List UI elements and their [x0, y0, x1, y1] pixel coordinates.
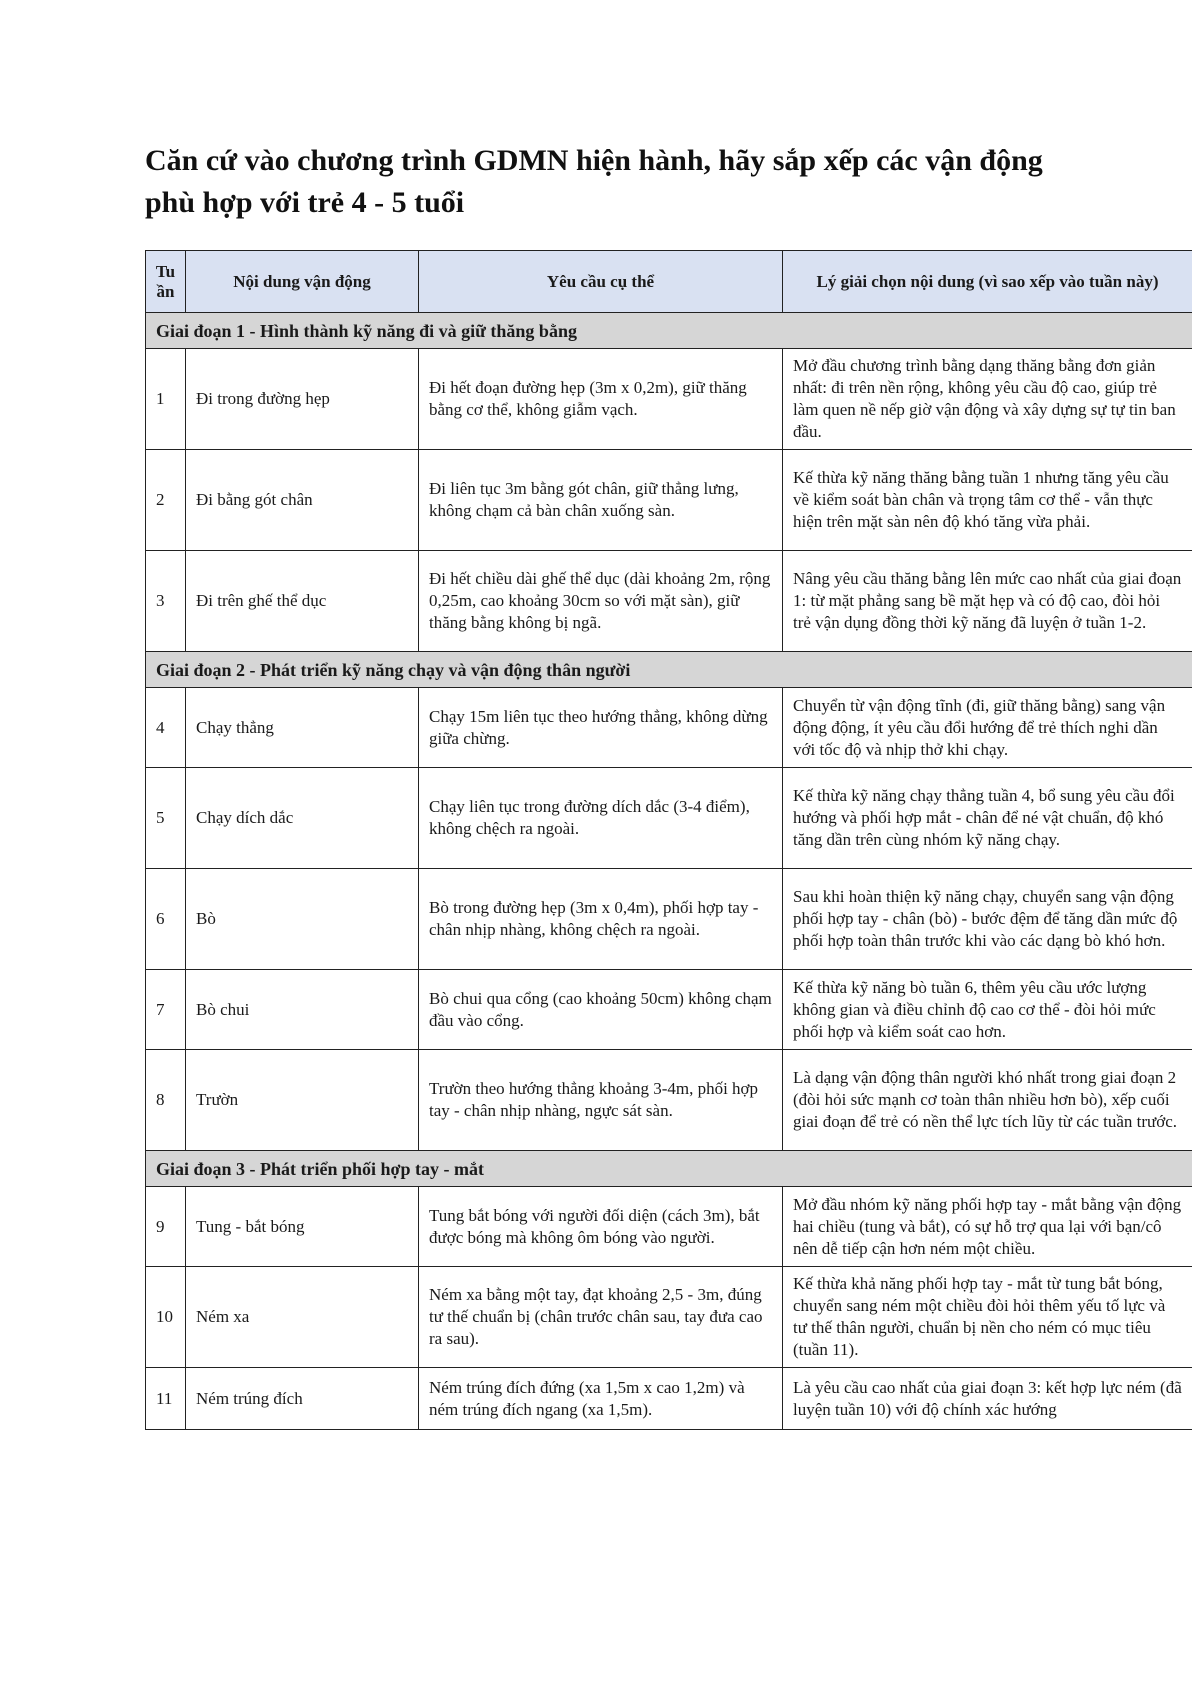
stage-title: Giai đoạn 2 - Phát triển kỹ năng chạy và vận động thân người [146, 652, 1192, 688]
requirement-cell: Tung bắt bóng với người đối diện (cách 3m), bắt được bóng mà không ôm bóng vào người. [419, 1187, 783, 1267]
activity-plan-table [145, 250, 1192, 1430]
content-cell: Bò chui [186, 970, 419, 1050]
table-row [146, 1368, 1192, 1430]
week-cell: 5 [146, 768, 186, 869]
requirement-cell: Ném xa bằng một tay, đạt khoảng 2,5 - 3m, đúng tư thế chuẩn bị (chân trước chân sau, tay đưa cao ra sau). [419, 1267, 783, 1368]
content-cell: Ném trúng đích [186, 1368, 419, 1430]
week-cell: 3 [146, 551, 186, 652]
table-row [146, 869, 1192, 970]
requirement-cell: Trườn theo hướng thẳng khoảng 3-4m, phối hợp tay - chân nhịp nhàng, ngực sát sàn. [419, 1050, 783, 1151]
header-content: Nội dung vận động [186, 251, 419, 313]
requirement-cell: Chạy 15m liên tục theo hướng thẳng, không dừng giữa chừng. [419, 688, 783, 768]
content-cell: Chạy dích dắc [186, 768, 419, 869]
week-cell: 11 [146, 1368, 186, 1430]
reason-cell: Là yêu cầu cao nhất của giai đoạn 3: kết hợp lực ném (đã luyện tuần 10) với độ chính xác hướng [783, 1368, 1192, 1430]
reason-cell: Chuyển từ vận động tĩnh (đi, giữ thăng bằng) sang vận động động, ít yêu cầu đổi hướng để trẻ thích nghi dần với tốc độ và nhịp thở khi chạy. [783, 688, 1192, 768]
week-cell: 10 [146, 1267, 186, 1368]
table-row [146, 349, 1192, 450]
stage-row [146, 1151, 1192, 1187]
content-cell: Bò [186, 869, 419, 970]
week-cell: 4 [146, 688, 186, 768]
stage-title: Giai đoạn 1 - Hình thành kỹ năng đi và giữ thăng bằng [146, 313, 1192, 349]
requirement-cell: Bò chui qua cổng (cao khoảng 50cm) không chạm đầu vào cổng. [419, 970, 783, 1050]
table-row [146, 1187, 1192, 1267]
requirement-cell: Đi hết chiều dài ghế thể dục (dài khoảng 2m, rộng 0,25m, cao khoảng 30cm so với mặt sàn), giữ thăng bằng không bị ngã. [419, 551, 783, 652]
content-cell: Ném xa [186, 1267, 419, 1368]
stage-row [146, 652, 1192, 688]
header-requirement: Yêu cầu cụ thể [419, 251, 783, 313]
reason-cell: Kế thừa kỹ năng chạy thẳng tuần 4, bổ sung yêu cầu đổi hướng và phối hợp mắt - chân để né vật chuẩn, độ khó tăng dần trên cùng nhóm kỹ năng chạy. [783, 768, 1192, 869]
reason-cell: Nâng yêu cầu thăng bằng lên mức cao nhất của giai đoạn 1: từ mặt phẳng sang bề mặt hẹp và có độ cao, đòi hỏi trẻ vận dụng đồng thời kỹ năng đã luyện ở tuần 1-2. [783, 551, 1192, 652]
page-title: Căn cứ vào chương trình GDMN hiện hành, hãy sắp xếp các vận động phù hợp với trẻ 4 - 5 tuổi [145, 144, 1043, 219]
requirement-cell: Đi liên tục 3m bằng gót chân, giữ thẳng lưng, không chạm cả bàn chân xuống sàn. [419, 450, 783, 551]
stage-title: Giai đoạn 3 - Phát triển phối hợp tay - mắt [146, 1151, 1192, 1187]
table-row [146, 1267, 1192, 1368]
week-cell: 1 [146, 349, 186, 450]
table-header-row [146, 251, 1192, 313]
content-cell: Đi bằng gót chân [186, 450, 419, 551]
content-cell: Đi trong đường hẹp [186, 349, 419, 450]
requirement-cell: Ném trúng đích đứng (xa 1,5m x cao 1,2m) và ném trúng đích ngang (xa 1,5m). [419, 1368, 783, 1430]
reason-cell: Là dạng vận động thân người khó nhất trong giai đoạn 2 (đòi hỏi sức mạnh cơ toàn thân nhiều hơn bò), xếp cuối giai đoạn để trẻ có nền thể lực tích lũy từ các tuần trước. [783, 1050, 1192, 1151]
reason-cell: Kế thừa kỹ năng bò tuần 6, thêm yêu cầu ước lượng không gian và điều chỉnh độ cao cơ thể - đòi hỏi mức phối hợp và kiểm soát cao hơn. [783, 970, 1192, 1050]
week-cell: 6 [146, 869, 186, 970]
table-row [146, 551, 1192, 652]
reason-cell: Kế thừa khả năng phối hợp tay - mắt từ tung bắt bóng, chuyển sang ném một chiều đòi hỏi thêm yếu tố lực và tư thế thân người, chuẩn bị nền cho ném có mục tiêu (tuần 11). [783, 1267, 1192, 1368]
requirement-cell: Đi hết đoạn đường hẹp (3m x 0,2m), giữ thăng bằng cơ thể, không giẫm vạch. [419, 349, 783, 450]
requirement-cell: Chạy liên tục trong đường dích dắc (3-4 điểm), không chệch ra ngoài. [419, 768, 783, 869]
table-row [146, 1050, 1192, 1151]
header-reason: Lý giải chọn nội dung (vì sao xếp vào tuần này) [783, 251, 1192, 313]
week-cell: 9 [146, 1187, 186, 1267]
week-cell: 2 [146, 450, 186, 551]
week-cell: 8 [146, 1050, 186, 1151]
table-row [146, 450, 1192, 551]
header-week: Tu ần [146, 251, 186, 313]
table-row [146, 688, 1192, 768]
reason-cell: Sau khi hoàn thiện kỹ năng chạy, chuyển sang vận động phối hợp tay - chân (bò) - bước đệm để tăng dần mức độ phối hợp toàn thân trước khi vào các dạng bò khó hơn. [783, 869, 1192, 970]
week-cell: 7 [146, 970, 186, 1050]
content-cell: Trườn [186, 1050, 419, 1151]
table-row [146, 768, 1192, 869]
content-cell: Chạy thẳng [186, 688, 419, 768]
table-row [146, 970, 1192, 1050]
reason-cell: Kế thừa kỹ năng thăng bằng tuần 1 nhưng tăng yêu cầu về kiểm soát bàn chân và trọng tâm cơ thể - vẫn thực hiện trên mặt sàn nên độ khó tăng vừa phải. [783, 450, 1192, 551]
requirement-cell: Bò trong đường hẹp (3m x 0,4m), phối hợp tay - chân nhịp nhàng, không chệch ra ngoài. [419, 869, 783, 970]
reason-cell: Mở đầu nhóm kỹ năng phối hợp tay - mắt bằng vận động hai chiều (tung và bắt), có sự hỗ trợ qua lại với bạn/cô nên dễ tiếp cận hơn ném một chiều. [783, 1187, 1192, 1267]
stage-row [146, 313, 1192, 349]
content-cell: Đi trên ghế thể dục [186, 551, 419, 652]
reason-cell: Mở đầu chương trình bằng dạng thăng bằng đơn giản nhất: đi trên nền rộng, không yêu cầu độ cao, giúp trẻ làm quen nề nếp giờ vận động và xây dựng sự tự tin ban đầu. [783, 349, 1192, 450]
content-cell: Tung - bắt bóng [186, 1187, 419, 1267]
